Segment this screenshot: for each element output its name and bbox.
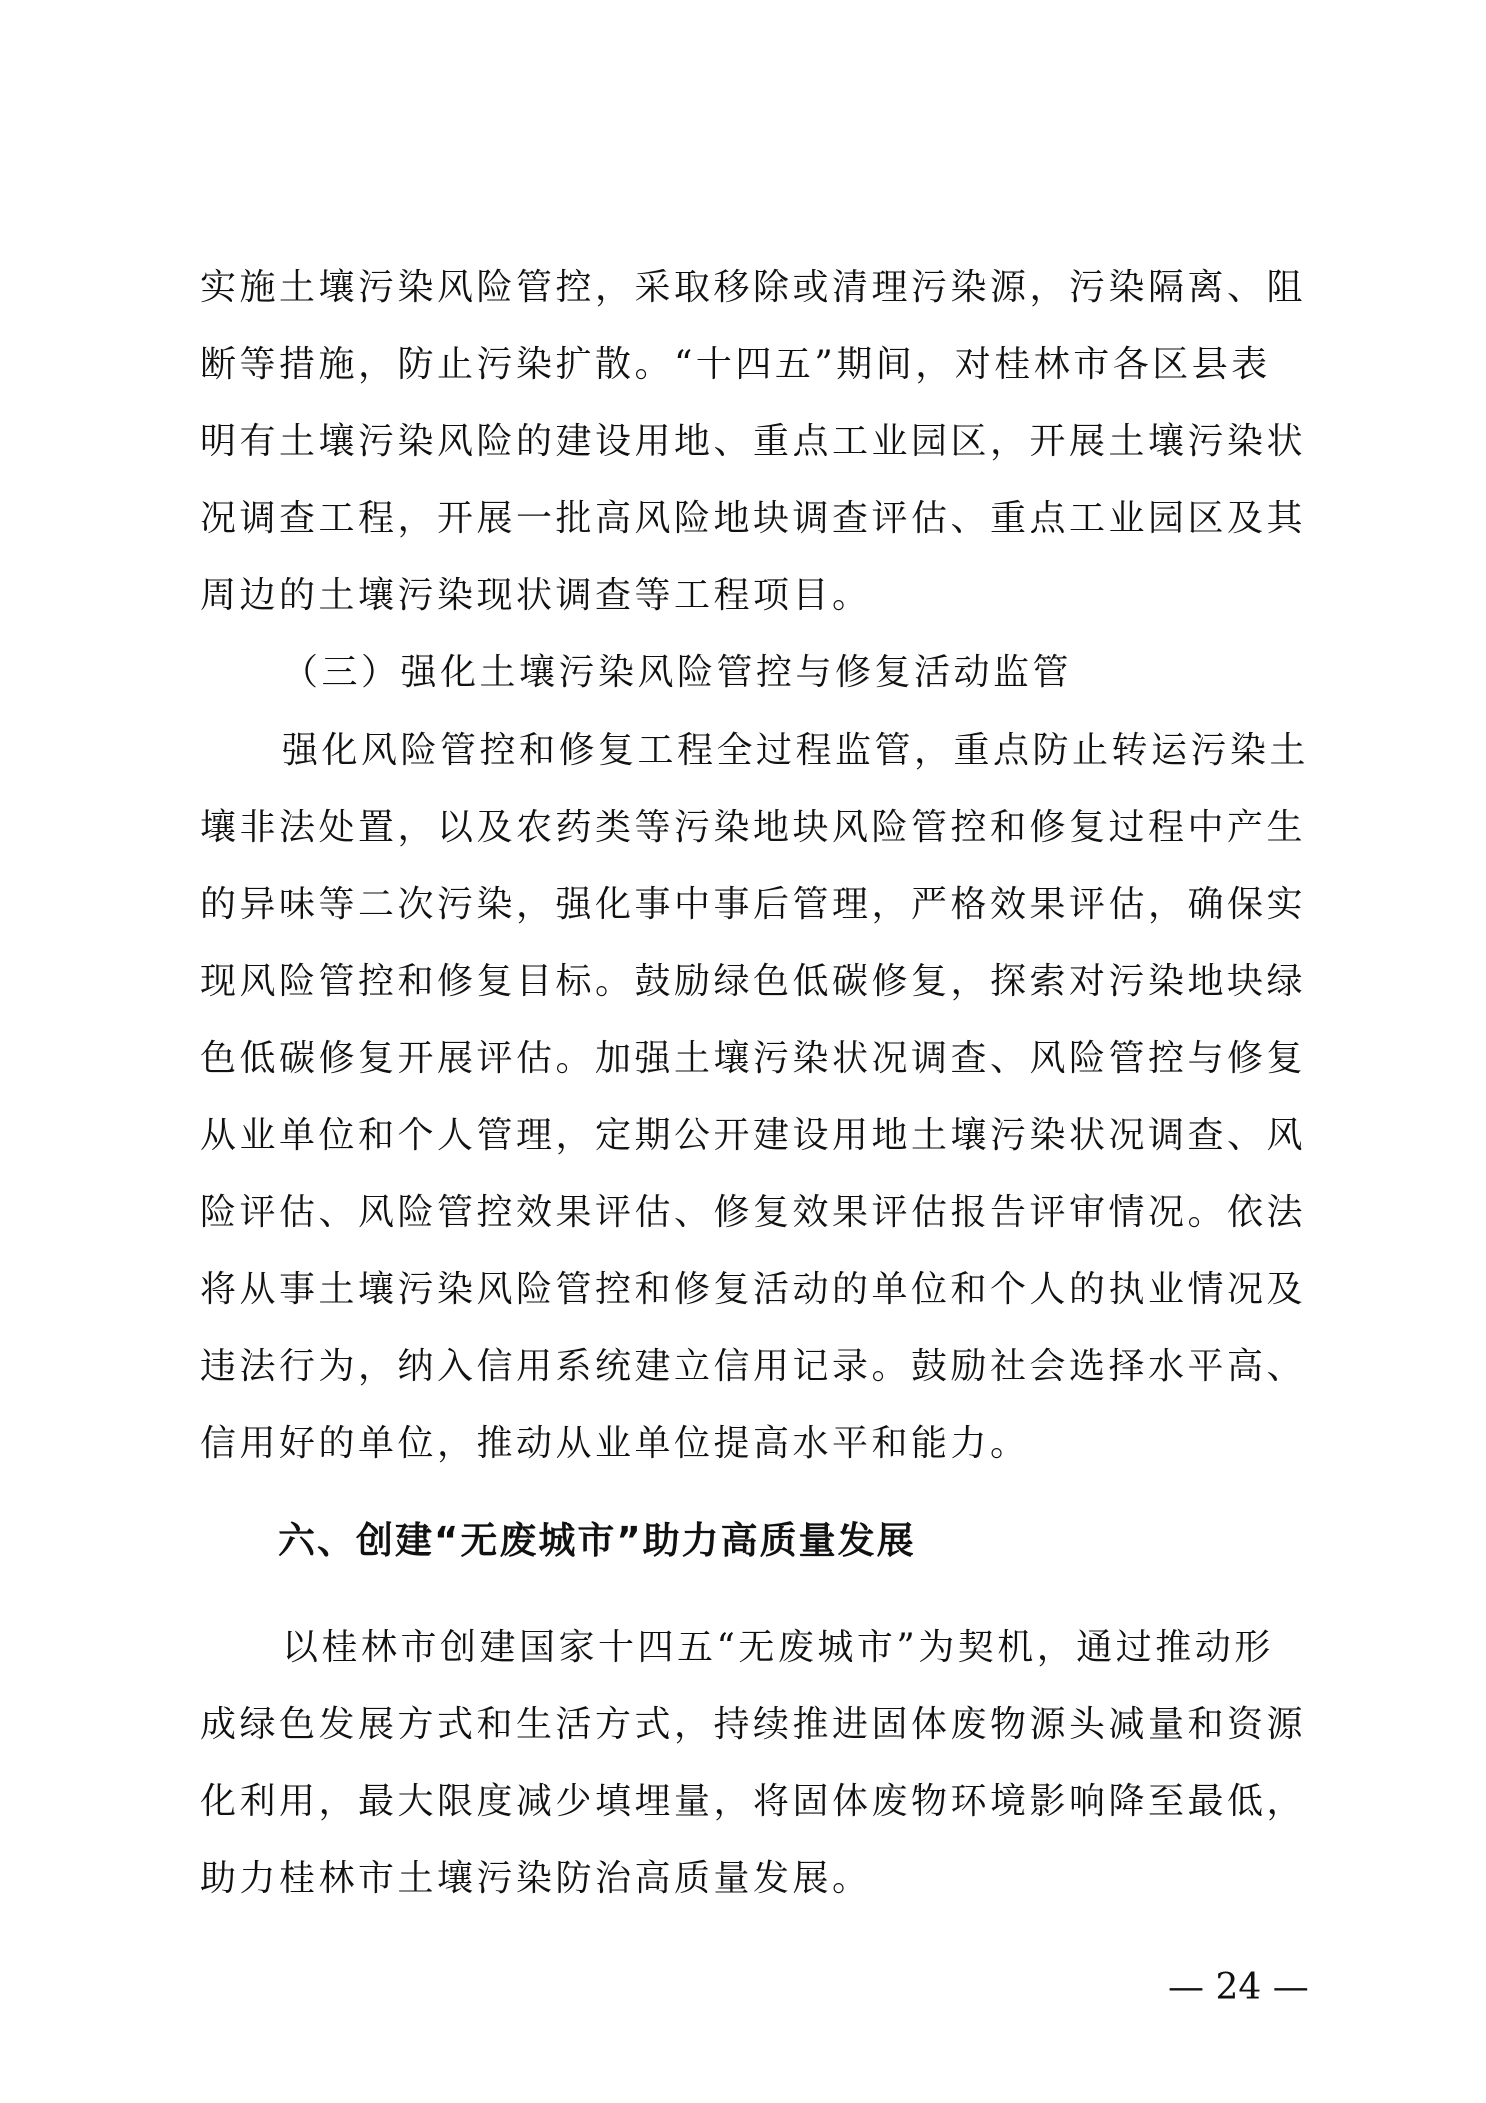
body-text-line: 强化风险管控和修复工程全过程监管，重点防止转运污染土 (282, 730, 1310, 771)
body-text-line: 断等措施，防止污染扩散。“十四五”期间，对桂林市各区县表 (200, 344, 1271, 385)
body-text-line: 险评估、风险管控效果评估、修复效果评估报告评审情况。依法 (200, 1192, 1307, 1233)
page-number: — 24 — (1168, 1967, 1309, 2008)
body-text-line: 信用好的单位，推动从业单位提高水平和能力。 (200, 1423, 1030, 1464)
body-text-line: 实施土壤污染风险管控，采取移除或清理污染源，污染隔离、阻 (200, 267, 1307, 308)
body-text-line: 色低碳修复开展评估。加强土壤污染状况调查、风险管控与修复 (200, 1038, 1307, 1079)
body-text-line: 明有土壤污染风险的建设用地、重点工业园区，开展土壤污染状 (200, 421, 1307, 462)
body-text-line: 壤非法处置，以及农药类等污染地块风险管控和修复过程中产生 (200, 807, 1307, 848)
subsection-heading: （三）强化土壤污染风险管控与修复活动监管 (282, 652, 1073, 693)
body-text-line: 现风险管控和修复目标。鼓励绿色低碳修复，探索对污染地块绿 (200, 961, 1307, 1002)
body-text-line: 况调查工程，开展一批高风险地块调查评估、重点工业园区及其 (200, 498, 1307, 539)
body-text-line: 的异味等二次污染，强化事中事后管理，严格效果评估，确保实 (200, 884, 1307, 925)
body-text-line: 助力桂林市土壤污染防治高质量发展。 (200, 1858, 872, 1899)
body-text-line: 将从事土壤污染风险管控和修复活动的单位和个人的执业情况及 (200, 1269, 1307, 1310)
body-text-line: 违法行为，纳入信用系统建立信用记录。鼓励社会选择水平高、 (200, 1346, 1307, 1387)
section-heading: 六、创建“无废城市”助力高质量发展 (278, 1519, 916, 1562)
body-text-line: 从业单位和个人管理，定期公开建设用地土壤污染状况调查、风 (200, 1115, 1307, 1156)
body-text-line: 成绿色发展方式和生活方式，持续推进固体废物源头减量和资源 (200, 1704, 1307, 1745)
body-text-line: 化利用，最大限度减少填埋量，将固体废物环境影响降至最低， (200, 1781, 1307, 1822)
body-text-line: 周边的土壤污染现状调查等工程项目。 (200, 575, 872, 616)
body-text-line: 以桂林市创建国家十四五“无废城市”为契机，通过推动形 (282, 1627, 1274, 1668)
